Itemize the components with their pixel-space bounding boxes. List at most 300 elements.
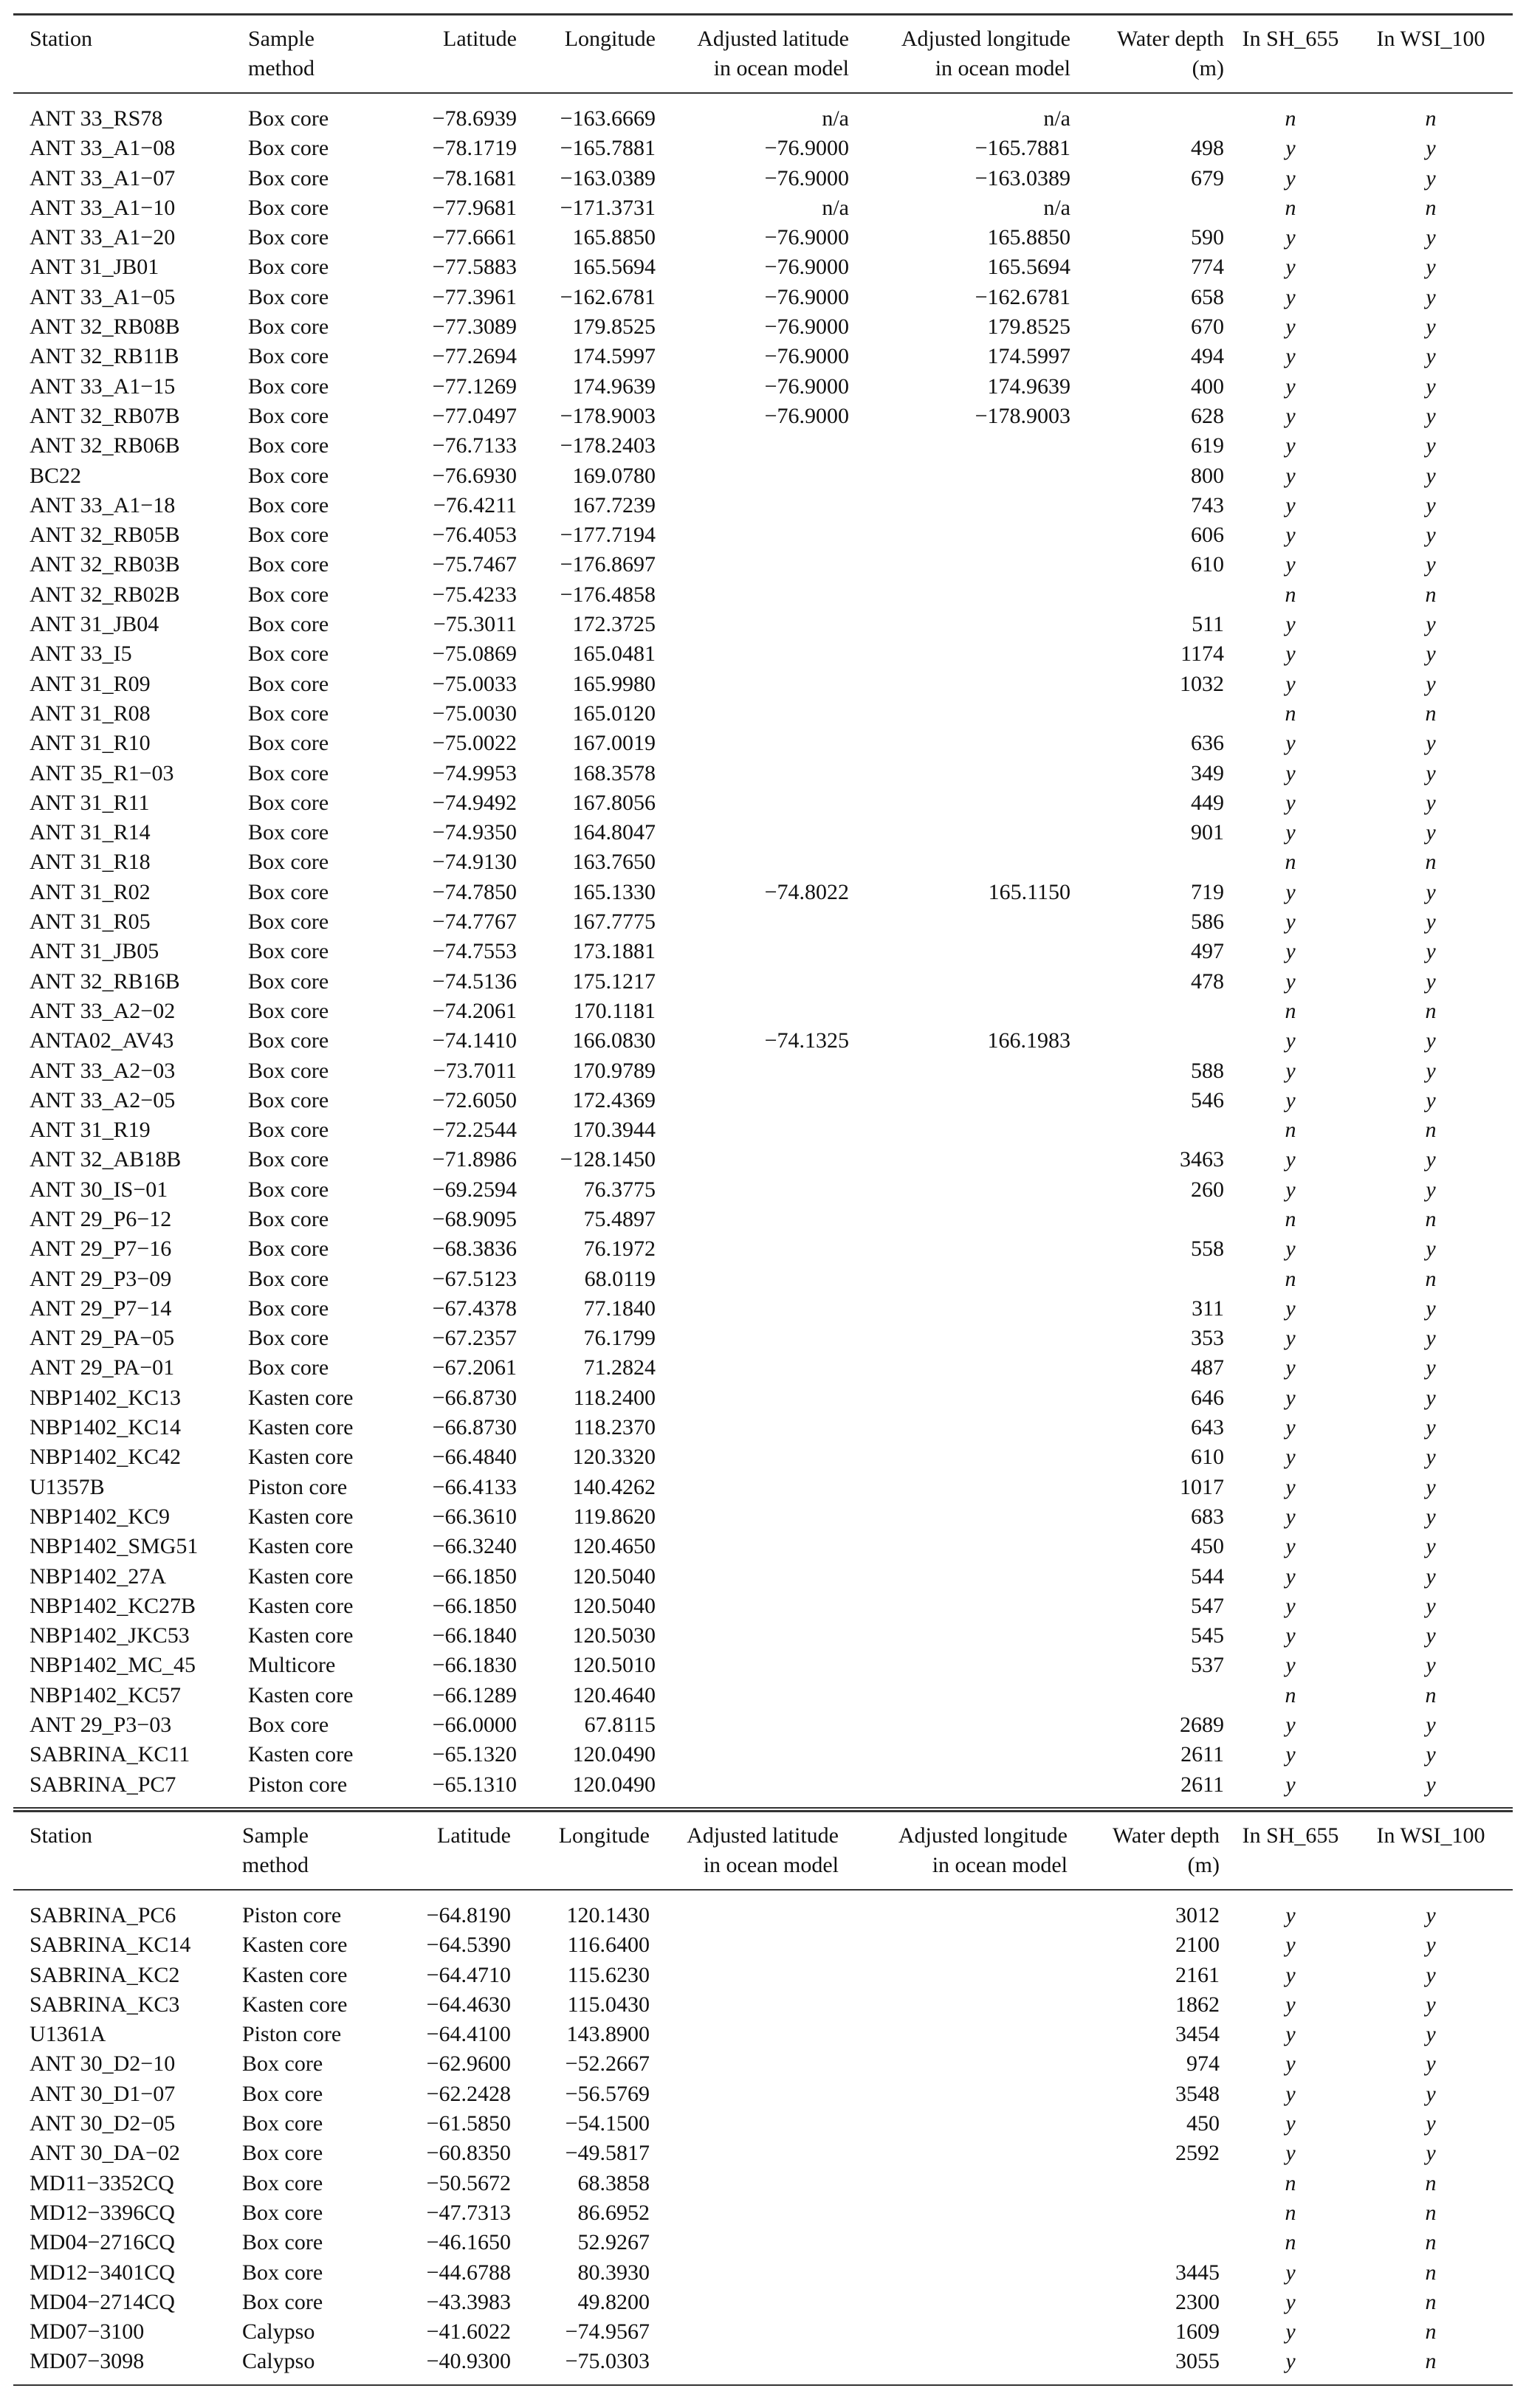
table-row xyxy=(13,520,1513,550)
cell-adjusted-longitude: 165.5694 xyxy=(987,255,1070,280)
cell-in-sh655: y xyxy=(1285,820,1296,845)
cell-sample-method: Kasten core xyxy=(248,1415,354,1440)
cell-in-sh655: n xyxy=(1285,850,1296,875)
table-row xyxy=(13,2317,1513,2347)
cell-latitude: −74.1410 xyxy=(432,1028,517,1053)
cell-in-sh655: n xyxy=(1285,1266,1296,1291)
cell-in-sh655: y xyxy=(1285,1236,1296,1262)
cell-in-wsi100: n xyxy=(1425,582,1437,607)
table-row xyxy=(13,1681,1513,1710)
cell-latitude: −66.1850 xyxy=(432,1593,517,1618)
cell-longitude: 118.2400 xyxy=(573,1385,656,1410)
header-longitude: Longitude xyxy=(558,1823,650,1848)
table-row xyxy=(13,1961,1513,1990)
cell-in-wsi100: n xyxy=(1425,1118,1437,1143)
cell-sample-method: Calypso xyxy=(242,2349,315,2374)
cell-latitude: −74.9130 xyxy=(432,850,517,875)
cell-latitude: −61.5850 xyxy=(426,2111,511,2136)
station-table-part-2 xyxy=(13,1810,1513,2386)
cell-station: ANT 32_RB16B xyxy=(30,969,180,994)
table-row xyxy=(13,1442,1513,1472)
cell-in-sh655: y xyxy=(1285,671,1296,696)
cell-in-sh655: y xyxy=(1285,1534,1296,1559)
cell-station: ANT 33_I5 xyxy=(30,641,132,667)
cell-adjusted-latitude: −76.9000 xyxy=(764,344,849,369)
cell-sample-method: Box core xyxy=(242,2260,323,2285)
cell-in-wsi100: y xyxy=(1426,136,1436,161)
cell-sample-method: Kasten core xyxy=(242,1962,348,1987)
cell-longitude: 115.6230 xyxy=(567,1962,650,1987)
cell-station: ANT 33_A2−02 xyxy=(30,998,176,1023)
cell-water-depth: 588 xyxy=(1191,1058,1224,1083)
cell-station: MD12−3396CQ xyxy=(30,2200,175,2225)
cell-in-sh655: y xyxy=(1285,463,1296,488)
cell-in-sh655: y xyxy=(1285,612,1296,637)
table-row xyxy=(13,104,1513,134)
cell-adjusted-latitude: −74.8022 xyxy=(764,879,849,904)
cell-longitude: −176.8697 xyxy=(560,552,656,577)
cell-latitude: −75.3011 xyxy=(433,612,517,637)
cell-sample-method: Box core xyxy=(248,433,329,458)
cell-sample-method: Box core xyxy=(248,1177,329,1202)
table-row xyxy=(13,818,1513,847)
cell-station: SABRINA_PC7 xyxy=(30,1772,176,1797)
header-adjusted-longitude: Adjusted longitude in ocean model xyxy=(898,1823,1068,1877)
cell-latitude: −74.7767 xyxy=(432,909,517,935)
cell-in-wsi100: y xyxy=(1426,1903,1436,1927)
cell-station: SABRINA_KC3 xyxy=(30,1992,180,2017)
cell-sample-method: Box core xyxy=(248,225,329,250)
cell-sample-method: Box core xyxy=(242,2141,323,2166)
table-row xyxy=(13,1562,1513,1592)
cell-in-wsi100: y xyxy=(1426,165,1436,190)
cell-water-depth: 683 xyxy=(1191,1504,1224,1529)
cell-in-wsi100: y xyxy=(1426,820,1436,845)
cell-water-depth: 2689 xyxy=(1180,1713,1224,1738)
cell-in-wsi100: y xyxy=(1426,1713,1436,1738)
header-adjusted-latitude: Adjusted latitude in ocean model xyxy=(697,27,849,80)
cell-station: ANT 29_PA−01 xyxy=(30,1355,175,1380)
header-in-sh655: In SH_655 xyxy=(1242,27,1339,51)
cell-longitude: 170.9789 xyxy=(572,1058,656,1083)
cell-in-sh655: n xyxy=(1285,998,1296,1023)
cell-sample-method: Box core xyxy=(248,1355,329,1380)
cell-sample-method: Box core xyxy=(248,106,329,131)
cell-in-wsi100: n xyxy=(1425,998,1437,1023)
cell-sample-method: Box core xyxy=(248,1087,329,1112)
cell-latitude: −68.9095 xyxy=(432,1206,517,1231)
table-body xyxy=(13,104,1513,1800)
cell-water-depth: 3548 xyxy=(1175,2081,1220,2106)
table-row xyxy=(13,2020,1513,2049)
cell-water-depth: 1862 xyxy=(1175,1992,1220,2017)
cell-station: ANT 35_R1−03 xyxy=(30,760,174,785)
cell-latitude: −76.7133 xyxy=(432,433,517,458)
table-row xyxy=(13,759,1513,788)
cell-longitude: 120.4650 xyxy=(572,1534,656,1559)
cell-station: NBP1402_KC27B xyxy=(30,1593,196,1618)
cell-sample-method: Box core xyxy=(248,671,329,696)
table-row xyxy=(13,1145,1513,1174)
cell-longitude: 165.0120 xyxy=(572,701,656,726)
cell-in-wsi100: n xyxy=(1425,1266,1437,1291)
cell-in-sh655: n xyxy=(1285,582,1296,607)
cell-sample-method: Box core xyxy=(248,641,329,667)
cell-water-depth: 646 xyxy=(1191,1385,1224,1410)
cell-in-wsi100: y xyxy=(1426,641,1436,667)
cell-in-wsi100: y xyxy=(1426,433,1436,458)
cell-station: ANT 31_R11 xyxy=(30,790,150,815)
table-row xyxy=(13,1353,1513,1383)
cell-water-depth: 450 xyxy=(1186,2111,1220,2136)
cell-in-wsi100: y xyxy=(1426,1742,1436,1767)
table-row xyxy=(13,1930,1513,1960)
cell-sample-method: Box core xyxy=(248,1147,329,1172)
cell-in-wsi100: y xyxy=(1426,1236,1436,1262)
cell-sample-method: Box core xyxy=(248,1236,329,1262)
cell-in-wsi100: y xyxy=(1426,760,1436,785)
cell-sample-method: Box core xyxy=(248,552,329,577)
cell-station: BC22 xyxy=(30,463,82,488)
cell-in-sh655: y xyxy=(1285,1742,1296,1767)
cell-water-depth: 497 xyxy=(1191,939,1224,964)
table-row xyxy=(13,342,1513,371)
cell-latitude: −74.9953 xyxy=(432,760,517,785)
cell-latitude: −78.1719 xyxy=(432,136,517,161)
cell-in-wsi100: y xyxy=(1426,1504,1436,1529)
cell-in-sh655: y xyxy=(1285,2081,1296,2106)
cell-in-sh655: y xyxy=(1285,552,1296,577)
cell-water-depth: 3055 xyxy=(1175,2349,1220,2374)
cell-in-wsi100: n xyxy=(1425,1682,1437,1707)
cell-longitude: 71.2824 xyxy=(583,1355,656,1380)
cell-longitude: 76.1799 xyxy=(583,1326,656,1351)
cell-in-sh655: y xyxy=(1285,1962,1296,1987)
cell-latitude: −66.1850 xyxy=(432,1564,517,1589)
cell-in-sh655: y xyxy=(1285,790,1296,815)
cell-latitude: −62.2428 xyxy=(426,2081,511,2106)
cell-station: ANT 31_JB05 xyxy=(30,939,159,964)
cell-station: MD12−3401CQ xyxy=(30,2260,175,2285)
cell-water-depth: 449 xyxy=(1191,790,1224,815)
cell-latitude: −74.9492 xyxy=(432,790,517,815)
cell-sample-method: Kasten core xyxy=(242,1933,348,1958)
cell-in-sh655: y xyxy=(1285,760,1296,785)
cell-latitude: −67.4378 xyxy=(432,1296,517,1321)
cell-water-depth: 586 xyxy=(1191,909,1224,935)
cell-sample-method: Kasten core xyxy=(248,1504,354,1529)
cell-in-sh655: y xyxy=(1285,374,1296,399)
cell-latitude: −66.8730 xyxy=(432,1385,517,1410)
header-sample-method: Sample method xyxy=(248,27,315,80)
cell-in-sh655: y xyxy=(1285,1087,1296,1112)
table-row xyxy=(13,639,1513,669)
cell-latitude: −76.4211 xyxy=(433,492,517,517)
cell-longitude: −178.9003 xyxy=(560,403,656,428)
cell-latitude: −66.1830 xyxy=(432,1653,517,1678)
cell-sample-method: Kasten core xyxy=(248,1742,354,1767)
cell-latitude: −77.1269 xyxy=(432,374,517,399)
cell-latitude: −77.2694 xyxy=(432,344,517,369)
cell-in-sh655: y xyxy=(1285,2289,1296,2314)
table-row xyxy=(13,1621,1513,1651)
cell-in-wsi100: n xyxy=(1425,106,1437,131)
cell-in-wsi100: y xyxy=(1426,1623,1436,1648)
table-row xyxy=(13,1115,1513,1145)
cell-water-depth: 800 xyxy=(1191,463,1224,488)
cell-longitude: 118.2370 xyxy=(573,1415,656,1440)
cell-sample-method: Box core xyxy=(248,403,329,428)
table-row xyxy=(13,580,1513,610)
cell-station: ANT 29_P6−12 xyxy=(30,1206,172,1231)
table-row xyxy=(13,1592,1513,1621)
cell-latitude: −66.8730 xyxy=(432,1415,517,1440)
cell-sample-method: Box core xyxy=(242,2081,323,2106)
cell-latitude: −64.4630 xyxy=(426,1992,511,2017)
cell-sample-method: Box core xyxy=(248,850,329,875)
cell-station: MD04−2714CQ xyxy=(30,2289,175,2314)
cell-longitude: −75.0303 xyxy=(565,2349,650,2374)
table-row xyxy=(13,1383,1513,1413)
cell-longitude: −49.5817 xyxy=(565,2141,650,2166)
cell-station: ANT 33_A1−10 xyxy=(30,195,176,220)
table-row xyxy=(13,1740,1513,1769)
cell-in-wsi100: y xyxy=(1426,1593,1436,1618)
cell-sample-method: Box core xyxy=(248,1296,329,1321)
cell-in-wsi100: n xyxy=(1425,2319,1437,2345)
table-row xyxy=(13,907,1513,937)
cell-water-depth: 974 xyxy=(1186,2051,1220,2077)
cell-latitude: −43.3983 xyxy=(426,2289,511,2314)
cell-latitude: −78.6939 xyxy=(432,106,517,131)
cell-in-wsi100: y xyxy=(1426,2022,1436,2047)
cell-station: SABRINA_PC6 xyxy=(30,1903,176,1927)
cell-water-depth: 643 xyxy=(1191,1415,1224,1440)
cell-sample-method: Box core xyxy=(248,136,329,161)
cell-latitude: −77.6661 xyxy=(432,225,517,250)
cell-latitude: −46.1650 xyxy=(426,2230,511,2255)
cell-longitude: 165.5694 xyxy=(572,255,656,280)
cell-latitude: −74.2061 xyxy=(432,998,517,1023)
cell-latitude: −77.3961 xyxy=(432,284,517,309)
cell-longitude: 165.8850 xyxy=(572,225,656,250)
cell-in-wsi100: n xyxy=(1425,1206,1437,1231)
cell-in-sh655: y xyxy=(1285,1177,1296,1202)
cell-in-sh655: y xyxy=(1285,314,1296,340)
cell-latitude: −69.2594 xyxy=(432,1177,517,1202)
cell-water-depth: 3463 xyxy=(1180,1147,1224,1172)
header-in-wsi100: In WSI_100 xyxy=(1376,1823,1485,1848)
header-latitude: Latitude xyxy=(443,27,517,51)
cell-sample-method: Box core xyxy=(248,1028,329,1053)
cell-station: MD07−3098 xyxy=(30,2349,145,2374)
cell-in-sh655: y xyxy=(1285,136,1296,161)
cell-in-wsi100: n xyxy=(1425,2230,1437,2255)
cell-station: ANT 31_R19 xyxy=(30,1118,151,1143)
cell-latitude: −77.9681 xyxy=(432,195,517,220)
table-row xyxy=(13,1234,1513,1264)
cell-in-wsi100: y xyxy=(1426,492,1436,517)
cell-in-wsi100: y xyxy=(1426,1933,1436,1958)
cell-water-depth: 3445 xyxy=(1175,2260,1220,2285)
cell-station: NBP1402_JKC53 xyxy=(30,1623,190,1648)
header-in-wsi100: In WSI_100 xyxy=(1376,27,1485,51)
cell-sample-method: Kasten core xyxy=(248,1564,354,1589)
cell-station: ANT 32_RB03B xyxy=(30,552,180,577)
cell-in-sh655: y xyxy=(1285,255,1296,280)
cell-water-depth: 545 xyxy=(1191,1623,1224,1648)
cell-longitude: 120.5030 xyxy=(572,1623,656,1648)
cell-latitude: −40.9300 xyxy=(426,2349,511,2374)
cell-station: ANTA02_AV43 xyxy=(30,1028,174,1053)
cell-longitude: 168.3578 xyxy=(572,760,656,785)
cell-in-wsi100: y xyxy=(1426,314,1436,340)
cell-adjusted-latitude: −76.9000 xyxy=(764,225,849,250)
cell-in-sh655: y xyxy=(1285,909,1296,935)
table-body xyxy=(13,1901,1513,2377)
cell-station: ANT 32_RB06B xyxy=(30,433,180,458)
cell-in-wsi100: y xyxy=(1426,255,1436,280)
cell-longitude: 67.8115 xyxy=(584,1713,656,1738)
cell-longitude: 68.3858 xyxy=(577,2170,650,2195)
cell-water-depth: 619 xyxy=(1191,433,1224,458)
cell-sample-method: Piston core xyxy=(242,2022,342,2047)
cell-in-wsi100: y xyxy=(1426,1296,1436,1321)
cell-station: U1357B xyxy=(30,1474,105,1499)
cell-adjusted-latitude: −76.9000 xyxy=(764,284,849,309)
cell-longitude: −176.4858 xyxy=(560,582,656,607)
table-row xyxy=(13,1324,1513,1353)
cell-sample-method: Box core xyxy=(248,1326,329,1351)
cell-latitude: −66.1840 xyxy=(432,1623,517,1648)
cell-latitude: −50.5672 xyxy=(426,2170,511,2195)
cell-water-depth: 590 xyxy=(1191,225,1224,250)
cell-longitude: −165.7881 xyxy=(560,136,656,161)
header-station: Station xyxy=(30,1823,93,1848)
cell-in-wsi100: y xyxy=(1426,939,1436,964)
cell-water-depth: 546 xyxy=(1191,1087,1224,1112)
cell-in-wsi100: n xyxy=(1425,2170,1437,2195)
cell-longitude: 170.1181 xyxy=(573,998,656,1023)
cell-in-wsi100: y xyxy=(1426,344,1436,369)
table-row xyxy=(13,2258,1513,2288)
cell-in-sh655: y xyxy=(1285,1903,1296,1927)
table-row xyxy=(13,1175,1513,1205)
cell-water-depth: 1609 xyxy=(1175,2319,1220,2345)
cell-station: ANT 31_R02 xyxy=(30,879,151,904)
cell-in-sh655: y xyxy=(1285,1445,1296,1470)
cell-water-depth: 544 xyxy=(1191,1564,1224,1589)
cell-in-sh655: y xyxy=(1285,879,1296,904)
cell-latitude: −72.2544 xyxy=(432,1118,517,1143)
cell-sample-method: Kasten core xyxy=(248,1682,354,1707)
cell-adjusted-latitude: −76.9000 xyxy=(764,255,849,280)
cell-adjusted-longitude: n/a xyxy=(1043,106,1070,131)
cell-longitude: −163.6669 xyxy=(560,106,656,131)
cell-in-wsi100: y xyxy=(1426,1962,1436,1987)
cell-station: NBP1402_MC_45 xyxy=(30,1653,196,1678)
cell-longitude: −178.2403 xyxy=(560,433,656,458)
cell-station: ANT 29_P7−16 xyxy=(30,1236,172,1262)
cell-water-depth: 487 xyxy=(1191,1355,1224,1380)
cell-in-sh655: y xyxy=(1285,1653,1296,1678)
cell-longitude: 120.4640 xyxy=(572,1682,656,1707)
cell-station: ANT 31_R10 xyxy=(30,731,151,756)
cell-station: MD11−3352CQ xyxy=(30,2170,174,2195)
bottom-rule xyxy=(13,1807,1513,1809)
cell-sample-method: Box core xyxy=(248,195,329,220)
cell-station: NBP1402_27A xyxy=(30,1564,167,1589)
cell-longitude: 143.8900 xyxy=(566,2022,650,2047)
table-row xyxy=(13,402,1513,431)
cell-longitude: 115.0430 xyxy=(567,1992,650,2017)
cell-longitude: 174.9639 xyxy=(572,374,656,399)
cell-in-wsi100: y xyxy=(1426,1058,1436,1083)
cell-sample-method: Box core xyxy=(248,879,329,904)
cell-in-wsi100: y xyxy=(1426,284,1436,309)
table-row xyxy=(13,372,1513,402)
cell-in-sh655: n xyxy=(1285,1118,1296,1143)
table-row xyxy=(13,1413,1513,1442)
cell-station: ANT 32_RB11B xyxy=(30,344,179,369)
table-row xyxy=(13,1770,1513,1800)
cell-latitude: −66.3240 xyxy=(432,1534,517,1559)
table-row xyxy=(13,461,1513,491)
cell-sample-method: Kasten core xyxy=(248,1385,354,1410)
cell-in-wsi100: y xyxy=(1426,1147,1436,1172)
cell-adjusted-latitude: −76.9000 xyxy=(764,165,849,190)
cell-sample-method: Box core xyxy=(242,2200,323,2225)
cell-in-wsi100: n xyxy=(1425,2260,1437,2285)
cell-longitude: 120.0490 xyxy=(572,1742,656,1767)
cell-latitude: −66.0000 xyxy=(432,1713,517,1738)
cell-in-wsi100: y xyxy=(1426,1415,1436,1440)
cell-longitude: 167.0019 xyxy=(572,731,656,756)
cell-station: ANT 31_R09 xyxy=(30,671,151,696)
cell-latitude: −64.8190 xyxy=(426,1903,511,1927)
table-row xyxy=(13,1265,1513,1294)
cell-in-wsi100: y xyxy=(1426,1534,1436,1559)
table-row xyxy=(13,937,1513,966)
cell-longitude: 179.8525 xyxy=(572,314,656,340)
cell-latitude: −77.3089 xyxy=(432,314,517,340)
cell-station: ANT 29_P3−03 xyxy=(30,1713,172,1738)
cell-sample-method: Box core xyxy=(242,2230,323,2255)
table-row xyxy=(13,847,1513,877)
cell-station: ANT 30_DA−02 xyxy=(30,2141,180,2166)
cell-latitude: −64.5390 xyxy=(426,1933,511,1958)
cell-latitude: −71.8986 xyxy=(432,1147,517,1172)
cell-in-wsi100: y xyxy=(1426,2081,1436,2106)
table-header xyxy=(13,1812,1513,1889)
cell-latitude: −66.4133 xyxy=(432,1474,517,1499)
cell-water-depth: 774 xyxy=(1191,255,1224,280)
cell-in-sh655: n xyxy=(1285,1682,1296,1707)
cell-longitude: 120.3320 xyxy=(572,1445,656,1470)
cell-station: ANT 33_A1−08 xyxy=(30,136,176,161)
cell-sample-method: Box core xyxy=(248,344,329,369)
cell-sample-method: Box core xyxy=(248,314,329,340)
cell-water-depth: 2611 xyxy=(1180,1742,1224,1767)
cell-in-sh655: y xyxy=(1285,2051,1296,2077)
cell-latitude: −74.9350 xyxy=(432,820,517,845)
table-row xyxy=(13,134,1513,163)
cell-in-sh655: y xyxy=(1285,1772,1296,1797)
cell-adjusted-latitude: −76.9000 xyxy=(764,374,849,399)
header-water-depth: Water depth (m) xyxy=(1112,1823,1220,1877)
cell-adjusted-latitude: −76.9000 xyxy=(764,403,849,428)
cell-sample-method: Box core xyxy=(248,1713,329,1738)
